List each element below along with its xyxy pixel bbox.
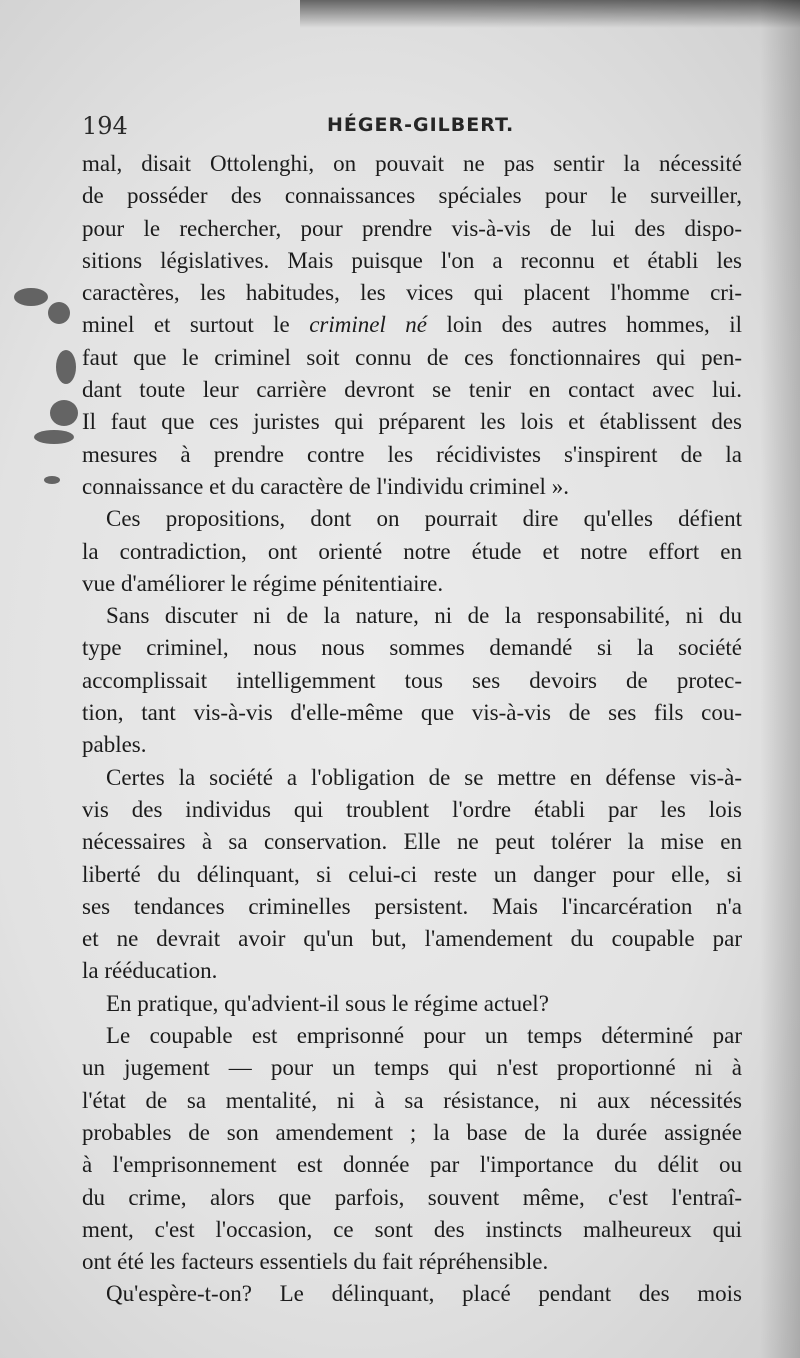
text-line: du crime, alors que parfois, souvent même, c'est l'entraî- (82, 1184, 742, 1210)
text-line: tion, tant vis-à-vis d'elle-même que vis-à-vis de ses fils cou- (82, 700, 742, 726)
text-line: probables de son amendement ; la base de la durée assignée (82, 1119, 742, 1145)
text-line: Qu'espère-t-on? Le délinquant, placé pendant des mois (106, 1281, 742, 1307)
text-line: Sans discuter ni de la nature, ni de la responsabilité, ni du (106, 603, 742, 629)
text-line: mesures à prendre contre les récidivistes s'inspirent de la (82, 441, 742, 467)
text-line: un jugement — pour un temps qui n'est proportionné ni à (82, 1055, 742, 1081)
text-line: minel et surtout le criminel né loin des autres hommes, il (82, 312, 742, 338)
text-line: ses tendances criminelles persistent. Mais l'incarcération n'a (82, 893, 742, 919)
page-number: 194 (82, 112, 128, 140)
text-line: ont été les facteurs essentiels du fait répréhensible. (82, 1249, 549, 1275)
text-line: vue d'améliorer le régime pénitentiaire. (82, 570, 444, 596)
text-line: En pratique, qu'advient-il sous le régime actuel? (106, 990, 549, 1016)
text-line: type criminel, nous nous sommes demandé si la société (82, 635, 742, 661)
text-line: ment, c'est l'occasion, ce sont des instincts malheureux qui (82, 1216, 742, 1242)
text-line: pables. (82, 732, 147, 758)
text-line: liberté du délinquant, si celui-ci reste un danger pour elle, si (82, 861, 742, 887)
text-line: la contradiction, ont orienté notre étude et notre effort en (82, 538, 742, 564)
text-line: à l'emprisonnement est donnée par l'importance du délit ou (82, 1152, 742, 1178)
text-line: accomplissait intelligemment tous ses devoirs de protec- (82, 667, 742, 693)
text-line: l'état de sa mentalité, ni à sa résistance, ni aux nécessités (82, 1087, 742, 1113)
text-line: dant toute leur carrière devront se tenir en contact avec lui. (82, 377, 742, 403)
italic-term: criminel né (309, 312, 428, 338)
text-line: connaissance et du caractère de l'individu criminel ». (82, 473, 569, 499)
text-line: sitions législatives. Mais puisque l'on a reconnu et établi les (82, 247, 742, 273)
body-text (82, 148, 742, 1311)
scan-top-shadow (300, 0, 800, 28)
text-line: caractères, les habitudes, les vices qui placent l'homme cri- (82, 280, 742, 306)
text-line: nécessaires à sa conservation. Elle ne peut tolérer la mise en (82, 829, 742, 855)
text-line: Ces propositions, dont on pourrait dire qu'elles défient (106, 506, 742, 532)
text-line: de posséder des connaissances spéciales pour le surveiller, (82, 183, 742, 209)
text-line: Le coupable est emprisonné pour un temps déterminé par (106, 1023, 742, 1049)
page-header (82, 108, 742, 144)
text-line: vis des individus qui troublent l'ordre établi par les lois (82, 796, 742, 822)
text-line: faut que le criminel soit connu de ces fonctionnaires qui pen- (82, 344, 742, 370)
text-line: Il faut que ces juristes qui préparent les lois et établissent des (82, 409, 742, 435)
text-line: mal, disait Ottolenghi, on pouvait ne pas sentir la nécessité (82, 151, 742, 176)
text-line: pour le rechercher, pour prendre vis-à-vis de lui des dispo- (82, 215, 742, 241)
running-head: HÉGER-GILBERT. (327, 114, 515, 136)
text-line: Certes la société a l'obligation de se mettre en défense vis-à- (106, 764, 742, 790)
text-line: la rééducation. (82, 958, 218, 984)
text-line: et ne devrait avoir qu'un but, l'amendement du coupable par (82, 926, 742, 952)
scan-edge-shadow (760, 0, 800, 1358)
library-stamp-smudge (0, 280, 90, 510)
